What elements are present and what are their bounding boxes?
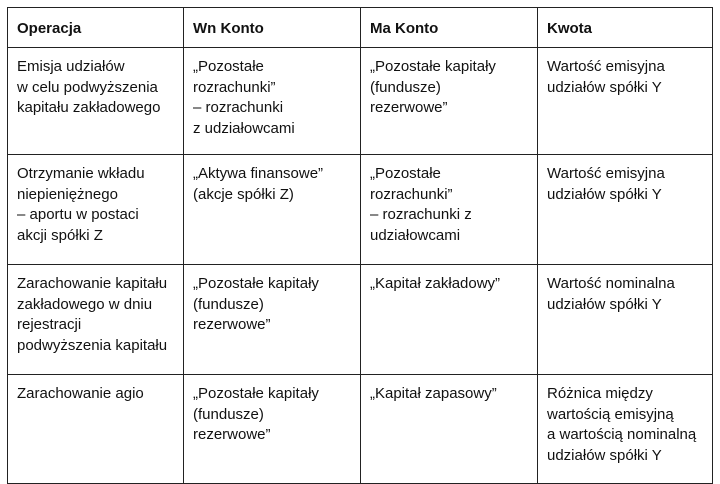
header-wn-konto: Wn Konto (184, 8, 361, 48)
cell-kwota: Wartość nominalna udziałów spółki Y (538, 265, 713, 375)
cell-ma-konto: „Pozostałe kapitały (fundusze) rezerwowe” (361, 48, 538, 155)
cell-ma-konto: „Pozostałe rozrachunki” – rozrachunki z udziałowcami (361, 155, 538, 265)
header-operacja: Operacja (8, 8, 184, 48)
accounting-entries-table (7, 7, 713, 484)
cell-operacja: Otrzymanie wkładu niepieniężnego – aportu w postaci akcji spółki Z (8, 155, 184, 265)
cell-kwota: Wartość emisyjna udziałów spółki Y (538, 48, 713, 155)
cell-ma-konto: „Kapitał zapasowy” (361, 375, 538, 484)
table-row (8, 375, 713, 484)
cell-wn-konto: „Pozostałe kapitały (fundusze) rezerwowe” (184, 265, 361, 375)
header-ma-konto: Ma Konto (361, 8, 538, 48)
accounting-entries-table-wrapper (7, 7, 712, 484)
cell-operacja: Zarachowanie agio (8, 375, 184, 484)
table-row (8, 155, 713, 265)
cell-wn-konto: „Pozostałe rozrachunki” – rozrachunki z udziałowcami (184, 48, 361, 155)
header-kwota: Kwota (538, 8, 713, 48)
cell-wn-konto: „Pozostałe kapitały (fundusze) rezerwowe” (184, 375, 361, 484)
cell-operacja: Zarachowanie kapitału zakładowego w dniu rejestracji podwyższenia kapitału (8, 265, 184, 375)
cell-operacja: Emisja udziałów w celu podwyższenia kapitału zakładowego (8, 48, 184, 155)
cell-kwota: Wartość emisyjna udziałów spółki Y (538, 155, 713, 265)
cell-ma-konto: „Kapitał zakładowy” (361, 265, 538, 375)
cell-kwota: Różnica między wartością emisyjną a wartością nominalną udziałów spółki Y (538, 375, 713, 484)
table-row (8, 48, 713, 155)
table-row (8, 265, 713, 375)
table-header-row (8, 8, 713, 48)
cell-wn-konto: „Aktywa finansowe” (akcje spółki Z) (184, 155, 361, 265)
